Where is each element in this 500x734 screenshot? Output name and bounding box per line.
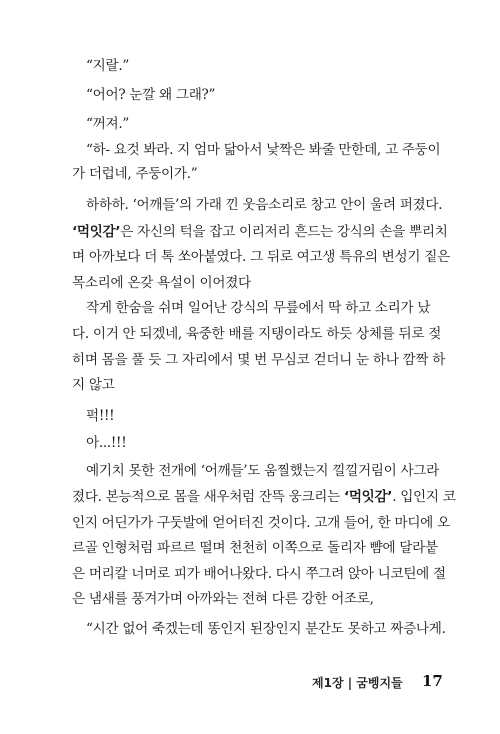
text-line: 목소리에 온갖 욕설이 이어졌다: [72, 275, 251, 291]
text-line: 하하하. ‘어깨들’의 가래 낀 웃음소리로 창고 안이 울려 퍼졌다.: [86, 197, 443, 213]
text-line: 히며 몸을 풀 듯 그 자리에서 몇 번 무심코 걷더니 눈 하나 깜짝 하: [72, 352, 446, 368]
text-line: 인지 어딘가가 구둣발에 얻어터진 것이다. 고개 들어, 한 마디에 오: [72, 515, 450, 531]
text-line: 다. 이거 안 되겠네, 육중한 배를 지탱이라도 하듯 상체를 뒤로 젖: [72, 326, 442, 342]
text-line: 작게 한숨을 쉬며 일어난 강식의 무릎에서 딱 하고 소리가 났: [86, 300, 431, 316]
text-line: “지랄.”: [86, 58, 129, 74]
text-line: “하- 요것 봐라. 지 엄마 닮아서 낯짝은 봐줄 만한데, 고 주둥이: [86, 142, 441, 158]
text-line: “시간 없어 죽겠는데 똥인지 된장인지 분간도 못하고 짜증나게.: [86, 621, 446, 637]
page-footer: [0, 674, 500, 694]
emphasis-word: ‘먹잇감’: [72, 224, 121, 240]
text-line: 예기치 못한 전개에 ‘어깨들’도 움찔했는지 낄낄거림이 사그라: [86, 463, 439, 479]
text-line: 은 머리칼 너머로 피가 배어나왔다. 다시 쭈그려 앉아 니코틴에 절: [72, 566, 446, 582]
text-line: “어어? 눈깔 왜 그래?”: [86, 87, 216, 103]
text-line: ‘먹잇감’은 자신의 턱을 잡고 이리저리 흔드는 강식의 손을 뿌리치: [72, 224, 448, 240]
text-line: 은 냄새를 풍겨가며 아까와는 전혀 다른 강한 어조로,: [72, 591, 374, 607]
text-line: 졌다. 본능적으로 몸을 새우처럼 잔뜩 웅크리는 ‘먹잇감’. 입인지 코: [72, 489, 456, 505]
text-line: 지 않고: [72, 377, 115, 393]
page-number: 17: [422, 672, 443, 690]
text-line: 르골 인형처럼 파르르 떨며 천천히 이쪽으로 돌리자 뺨에 달라붙: [72, 540, 438, 556]
text-line: “꺼져.”: [86, 116, 129, 132]
text-line: 며 아까보다 더 톡 쏘아붙였다. 그 뒤로 여고생 특유의 변성기 짙은: [72, 249, 450, 265]
text-line: 퍽!!!: [86, 408, 115, 424]
text-line: 아...!!!: [86, 435, 127, 451]
emphasis-word: ‘먹잇감’: [343, 489, 393, 505]
text-line: 가 더럽네, 주둥이가.”: [72, 166, 198, 182]
chapter-title: 제1장 | 굼벵지들: [312, 676, 403, 690]
